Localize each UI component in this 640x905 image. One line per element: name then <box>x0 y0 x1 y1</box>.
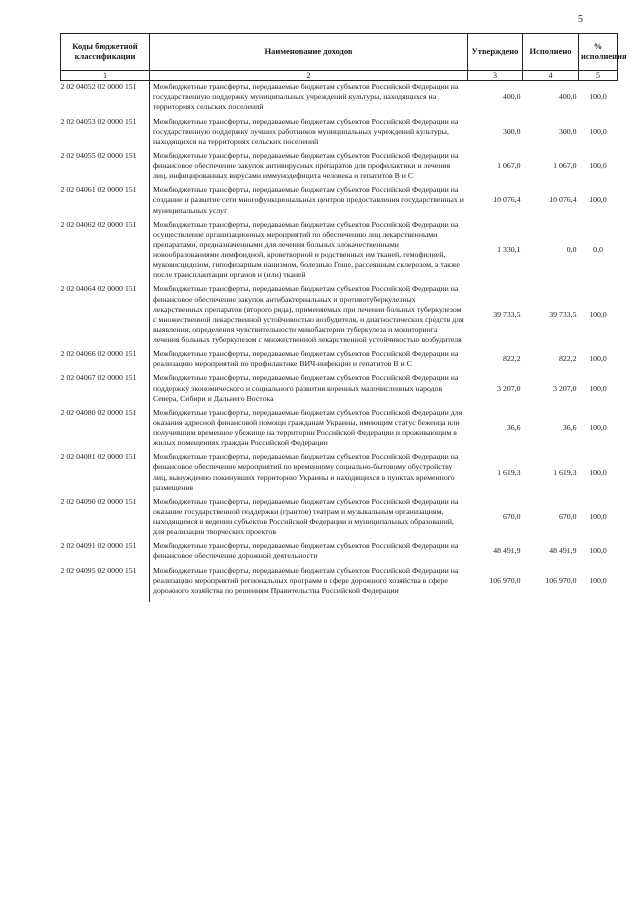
revenue-name: Межбюджетные трансферты, передаваемые бюджетам субъектов Российской Федерации на реализацию мероприятий по профилактике ВИЧ-инфекции и гепатитов В и С <box>150 348 468 372</box>
executed-amount: 1 619,3 <box>553 467 577 477</box>
approved-amount: 822,2 <box>502 354 521 364</box>
execution-percent: 100,0 <box>589 546 607 556</box>
table-row <box>61 540 618 564</box>
executed-amount: 0,0 <box>566 245 577 254</box>
executed-amount: 106 970,0 <box>545 575 577 585</box>
table-row <box>61 451 618 496</box>
budget-code: 2 02 04091 02 0000 151 <box>60 541 137 551</box>
column-number-1: 1 <box>61 71 150 81</box>
table-row <box>61 372 618 406</box>
execution-percent: 100,0 <box>589 161 607 171</box>
executed-amount: 39 733,5 <box>549 309 577 319</box>
revenue-name: Межбюджетные трансферты, передаваемые бюджетам субъектов Российской Федерации на финансовое обеспечение закупок антивирусных препаратов для профилактики и лечения лиц, инфицированных вирусами иммунодефицита человека и гепатитов В и С <box>150 150 468 184</box>
budget-code: 2 02 04080 02 0000 151 <box>60 407 137 417</box>
table-row <box>61 219 618 284</box>
approved-amount: 10 076,4 <box>493 195 521 205</box>
execution-percent: 100,0 <box>589 383 607 393</box>
approved-amount: 1 619,3 <box>497 467 521 477</box>
approved-amount: 400,0 <box>502 92 521 102</box>
executed-amount: 36,6 <box>562 423 577 432</box>
approved-amount: 36,6 <box>506 423 521 432</box>
executed-amount: 1 067,0 <box>553 161 577 171</box>
revenue-name: Межбюджетные трансферты, передаваемые бюджетам субъектов Российской Федерации на финансовое обеспечение мероприятий по временному социально-бытовому обустройству лиц, вынужденно покинувших территорию Украины и находящихся в пунктах временного размещения <box>150 451 468 496</box>
approved-amount: 106 970,0 <box>489 575 521 585</box>
revenue-name: Межбюджетные трансферты, передаваемые бюджетам субъектов Российской Федерации на финансовое обеспечение дорожной деятельности <box>150 540 468 564</box>
execution-percent: 0,0 <box>593 245 603 254</box>
table-row <box>61 496 618 541</box>
table-row <box>61 150 618 184</box>
table-row <box>61 565 618 602</box>
execution-percent: 100,0 <box>589 195 607 205</box>
budget-code: 2 02 04053 02 0000 151 <box>60 116 137 126</box>
approved-amount: 3 207,0 <box>497 383 521 393</box>
revenue-name: Межбюджетные трансферты, передаваемые бюджетам субъектов Российской Федерации на осуществление организационных мероприятий по обеспечению лиц лекарственными препаратами, предназначенными для лечения больных злокачественными новообразованиями лимфоидной, кроветворной и родственных им тканей, гемофилией, муковисцидозом, гипофизарным нанизмом, болезнью Гоше, рассеянным склерозом, а также после трансплантации органов и (или) тканей <box>150 219 468 284</box>
column-number-4: 4 <box>523 71 579 81</box>
header-approved: Утверждено <box>468 34 523 71</box>
execution-percent: 100,0 <box>589 575 607 585</box>
executed-amount: 400,0 <box>558 92 577 102</box>
budget-code: 2 02 04062 02 0000 151 <box>60 219 137 229</box>
execution-percent: 100,0 <box>589 423 607 432</box>
budget-code: 2 02 04055 02 0000 151 <box>60 150 137 160</box>
column-number-5: 5 <box>579 71 618 81</box>
table-row <box>61 283 618 348</box>
execution-percent: 100,0 <box>589 467 607 477</box>
approved-amount: 670,0 <box>502 512 521 521</box>
table-row <box>61 407 618 452</box>
page-number: 5 <box>578 14 583 25</box>
execution-percent: 100,0 <box>589 92 607 102</box>
budget-code: 2 02 04067 02 0000 151 <box>60 373 137 383</box>
approved-amount: 300,0 <box>502 126 521 136</box>
revenue-name: Межбюджетные трансферты, передаваемые бюджетам субъектов Российской Федерации на реализацию мероприятий региональных программ в сфере дорожного хозяйства в сфере дорожного хозяйства по решениям Правительства Российской Федерации <box>150 565 468 602</box>
revenue-name: Межбюджетные трансферты, передаваемые бюджетам субъектов Российской Федерации на государственную поддержку лучших работников муниципальных учреждений культуры, находящихся на территориях сельских поселений <box>150 116 468 150</box>
table-row <box>61 348 618 372</box>
execution-percent: 100,0 <box>589 354 607 364</box>
column-number-2: 2 <box>150 71 468 81</box>
execution-percent: 100,0 <box>589 309 607 319</box>
budget-code: 2 02 04095 02 0000 151 <box>60 565 137 575</box>
executed-amount: 300,0 <box>558 126 577 136</box>
budget-code: 2 02 04090 02 0000 151 <box>60 496 137 506</box>
executed-amount: 48 491,9 <box>549 546 577 556</box>
approved-amount: 39 733,5 <box>493 309 521 319</box>
budget-code: 2 02 04066 02 0000 151 <box>60 349 137 359</box>
table-row <box>61 184 618 218</box>
approved-amount: 1 330,1 <box>497 245 521 254</box>
executed-amount: 822,2 <box>558 354 577 364</box>
header-percent: % исполнения <box>579 34 618 71</box>
header-executed: Исполнено <box>523 34 579 71</box>
revenue-name: Межбюджетные трансферты, передаваемые бюджетам субъектов Российской Федерации на оказание государственной поддержки (грантов) театрам и музыкальным организациям, находящимся в ведении субъектов Российской Федерации и муниципальных образований, для реализации творческих проектов <box>150 496 468 541</box>
executed-amount: 10 076,4 <box>549 195 577 205</box>
execution-percent: 100,0 <box>589 126 607 136</box>
budget-code: 2 02 04061 02 0000 151 <box>60 185 137 195</box>
budget-code: 2 02 04064 02 0000 151 <box>60 284 137 294</box>
header-codes: Коды бюджетной классификации <box>61 34 150 71</box>
revenue-name: Межбюджетные трансферты, передаваемые бюджетам субъектов Российской Федерации на финансовое обеспечение закупок антибактериальных и противотуберкулезных лекарственных препаратов (второго ряда), применяемых при лечении больных туберкулезом с множественной лекарственной устойчивостью возбудителя, и диагностических средств для выявления, определения чувствительности микобактерии туберкулеза и мониторинга лечения больных туберкулезом с множественной лекарственной устойчивостью возбудителя <box>150 283 468 348</box>
header-name: Наименование доходов <box>150 34 468 71</box>
budget-code: 2 02 04081 02 0000 151 <box>60 452 137 462</box>
table-row <box>61 81 618 116</box>
column-number-3: 3 <box>468 71 523 81</box>
approved-amount: 48 491,9 <box>493 546 521 556</box>
budget-code: 2 02 04052 02 0000 151 <box>60 82 137 92</box>
execution-percent: 100,0 <box>589 512 607 521</box>
revenue-table <box>60 33 627 602</box>
revenue-name: Межбюджетные трансферты, передаваемые бюджетам субъектов Российской Федерации для оказания адресной финансовой помощи гражданам Украины, имеющим статус беженца или получившим временное убежище на территории Российской Федерации и проживающим в жилых помещениях граждан Российской Федерации <box>150 407 468 452</box>
executed-amount: 3 207,0 <box>553 383 577 393</box>
approved-amount: 1 067,0 <box>497 161 521 171</box>
revenue-name: Межбюджетные трансферты, передаваемые бюджетам субъектов Российской Федерации на поддержку экономического и социального развития коренных малочисленных народов Севера, Сибири и Дальнего Востока <box>150 372 468 406</box>
revenue-name: Межбюджетные трансферты, передаваемые бюджетам субъектов Российской Федерации на создание и развитие сети многофункциональных центров предоставления государственных и муниципальных услуг <box>150 184 468 218</box>
table-row <box>61 116 618 150</box>
revenue-name: Межбюджетные трансферты, передаваемые бюджетам субъектов Российской Федерации на государственную поддержку муниципальных учреждений культуры, находящихся на территориях сельских поселений <box>150 81 468 116</box>
executed-amount: 670,0 <box>558 512 577 521</box>
